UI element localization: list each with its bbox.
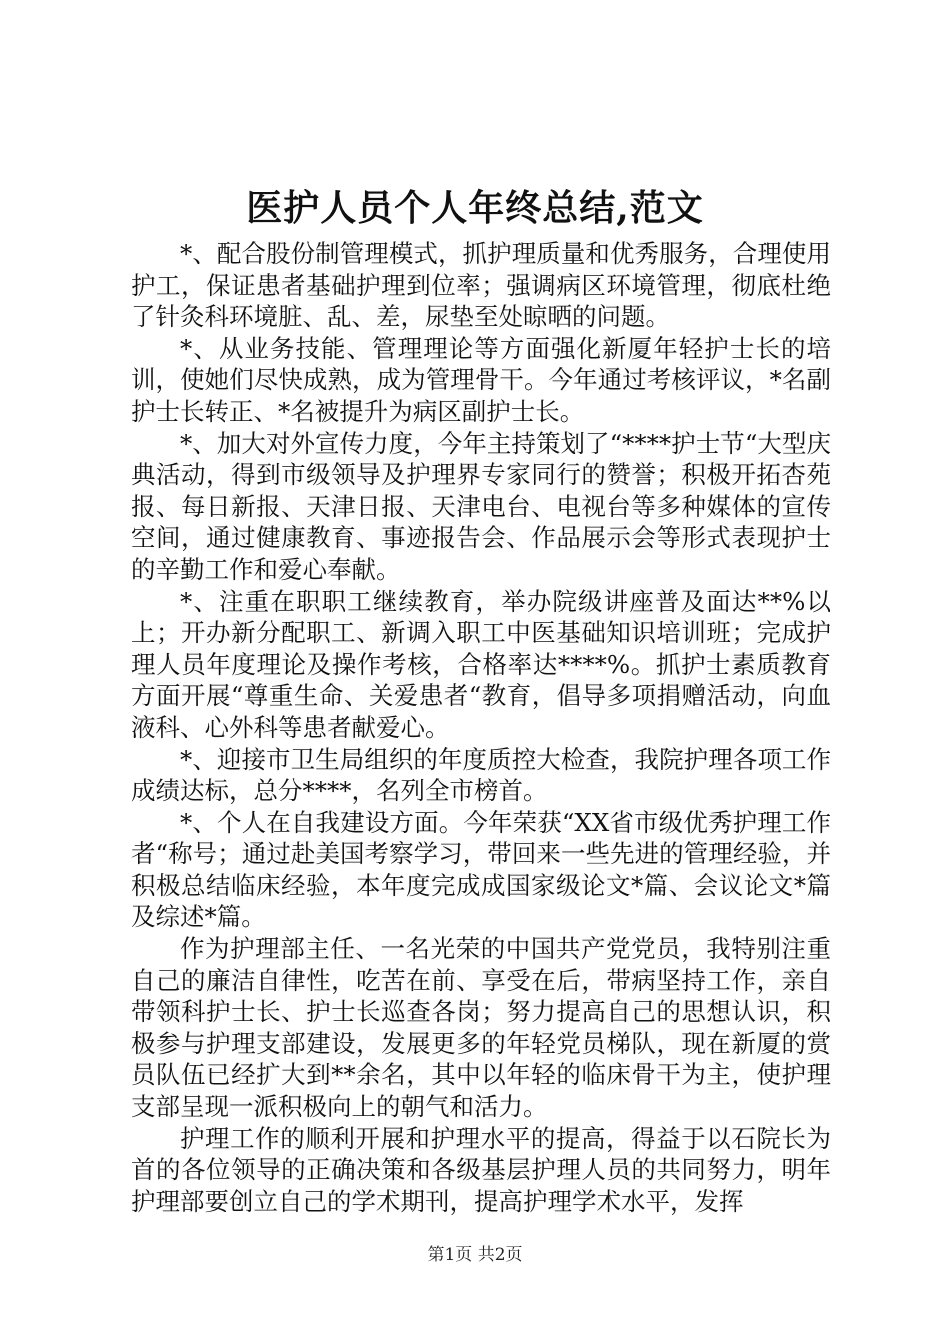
paragraph: *、加大对外宣传力度，今年主持策划了“****护士节“大型庆典活动，得到市级领导及护理界专家同行的赞誉；积极开拓杏苑报、每日新报、天津日报、天津电台、电视台等多种媒体的宣传空间，通过健康教育、事迹报告会、作品展示会等形式表现护士的辛勤工作和爱心奉献。: [131, 428, 831, 584]
paragraph: *、个人在自我建设方面。今年荣获“XX省市级优秀护理工作者“称号；通过赴美国考察学习，带回来一些先进的管理经验，并积极总结临床经验，本年度完成成国家级论文*篇、会议论文*篇及综述*篇。: [131, 807, 831, 932]
document-title: 医护人员个人年终总结,范文: [246, 187, 704, 229]
paragraph: *、迎接市卫生局组织的年度质控大检查，我院护理各项工作成绩达标，总分****，名列全市榜首。: [131, 744, 831, 806]
paragraph: 护理工作的顺利开展和护理水平的提高，得益于以石院长为首的各位领导的正确决策和各级基层护理人员的共同努力，明年护理部要创立自己的学术期刊，提高护理学术水平，发挥: [131, 1123, 831, 1216]
paragraph: *、从业务技能、管理理论等方面强化新厦年轻护士长的培训，使她们尽快成熟，成为管理骨干。今年通过考核评议，*名副护士长转正、*名被提升为病区副护士长。: [131, 333, 831, 426]
paragraph: *、配合股份制管理模式，抓护理质量和优秀服务，合理使用护工，保证患者基础护理到位率；强调病区环境管理，彻底杜绝了针灸科环境脏、乱、差，尿垫至处晾晒的问题。: [131, 239, 831, 332]
page-number-footer: 第1页 共2页: [427, 1245, 523, 1265]
document-body: [131, 238, 831, 1217]
paragraph: 作为护理部主任、一名光荣的中国共产党党员，我特别注重自己的廉洁自律性，吃苦在前、享受在后，带病坚持工作，亲自带领科护士长、护士长巡查各岗；努力提高自己的思想认识，积极参与护理支部建设，发展更多的年轻党员梯队，现在新厦的赏员队伍已经扩大到**余名，其中以年轻的临床骨干为主，使护理支部呈现一派积极向上的朝气和活力。: [131, 934, 831, 1122]
paragraph: *、注重在职职工继续教育，举办院级讲座普及面达**%以上；开办新分配职工、新调入职工中医基础知识培训班；完成护理人员年度理论及操作考核，合格率达****%。抓护士素质教育方面开展“尊重生命、关爱患者“教育，倡导多项捐赠活动，向血液科、心外科等患者献爱心。: [131, 586, 831, 742]
